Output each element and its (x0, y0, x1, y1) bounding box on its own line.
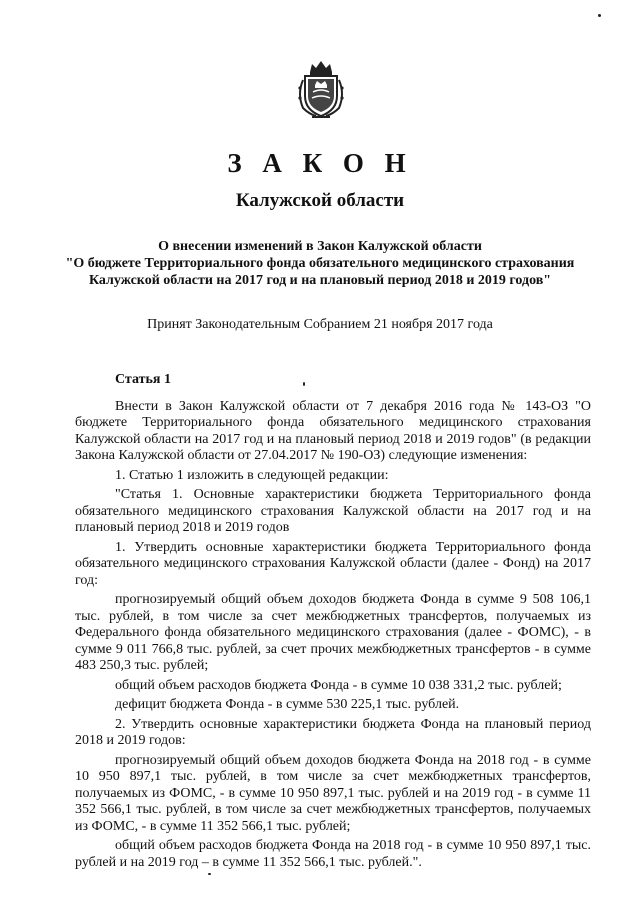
article-title: Статья 1 (115, 372, 171, 387)
paragraph: 2. Утвердить основные характеристики бюджета Фонда на плановый период 2018 и 2019 годов: (75, 716, 591, 748)
law-title: З А К О Н (227, 148, 413, 178)
paragraph: дефицит бюджета Фонда - в сумме 530 225,1 тыс. рублей. (115, 697, 460, 712)
heading-line-3: Калужской области на 2017 год и на плановый период 2018 и 2019 годов" (88, 273, 552, 288)
paragraph: прогнозируемый общий объем доходов бюджета Фонда в сумме 9 508 106,1 тыс. рублей, в том числе за счет межбюджетных трансфертов, получаемых из Федерального фонда обязательного медицинского страхования (далее - ФОМС), - в сумме 9 011 766,8 тыс. рублей, за счет прочих межбюджетных трансфертов - в сумме 483 250,3 тыс. рублей; (75, 592, 591, 673)
paragraph: прогнозируемый общий объем доходов бюджета Фонда на 2018 год - в сумме 10 950 897,1 тыс. рублей, в том числе за счет межбюджетных трансфертов, получаемых из ФОМС, - в сумме 10 950 897,1 тыс. рублей и на 2019 год - в сумме 11 352 566,1 тыс. рублей, в том числе за счет межбюджетных трансфертов, получаемых из ФОМС, - в сумме 11 352 566,1 тыс. рублей; (75, 752, 591, 834)
heading-line-1: О внесении изменений в Закон Калужской области (158, 239, 482, 254)
scan-speck (208, 873, 211, 875)
paragraph: "Статья 1. Основные характеристики бюджета Территориального фонда обязательного медицинского страхования Калужской области на 2017 год и на плановый период 2018 и 2019 годов (75, 487, 591, 535)
law-heading (40, 238, 600, 289)
adoption-note: Принят Законодательным Собранием 21 ноября 2017 года (147, 317, 493, 332)
paragraph: Внести в Закон Калужской области от 7 декабря 2016 года № 143-ОЗ "О бюджете Территориального фонда обязательного медицинского страхования Калужской области на 2017 год и на плановый период 2018 и 2019 годов" (в редакции Закона Калужской области от 27.04.2017 № 190-ОЗ) следующие изменения: (75, 398, 591, 463)
paragraph: общий объем расходов бюджета Фонда - в сумме 10 038 331,2 тыс. рублей; (115, 677, 562, 693)
region-subtitle: Калужской области (235, 190, 405, 211)
coat-of-arms-icon (294, 58, 348, 120)
paragraph: 1. Утвердить основные характеристики бюджета Территориального фонда обязательного медицинского страхования Калужской области (далее - Фонд) на 2017 год: (75, 539, 591, 588)
law-body (75, 372, 591, 874)
paragraph: общий объем расходов бюджета Фонда на 2018 год - в сумме 10 950 897,1 тыс. рублей и на 2019 год – в сумме 11 352 566,1 тыс. рублей.". (75, 838, 591, 870)
paragraph: 1. Статью 1 изложить в следующей редакции: (115, 467, 389, 483)
scan-speck (303, 382, 305, 386)
scan-speck (598, 14, 601, 17)
heading-line-2: "О бюджете Территориального фонда обязательного медицинского страхования (65, 256, 575, 271)
